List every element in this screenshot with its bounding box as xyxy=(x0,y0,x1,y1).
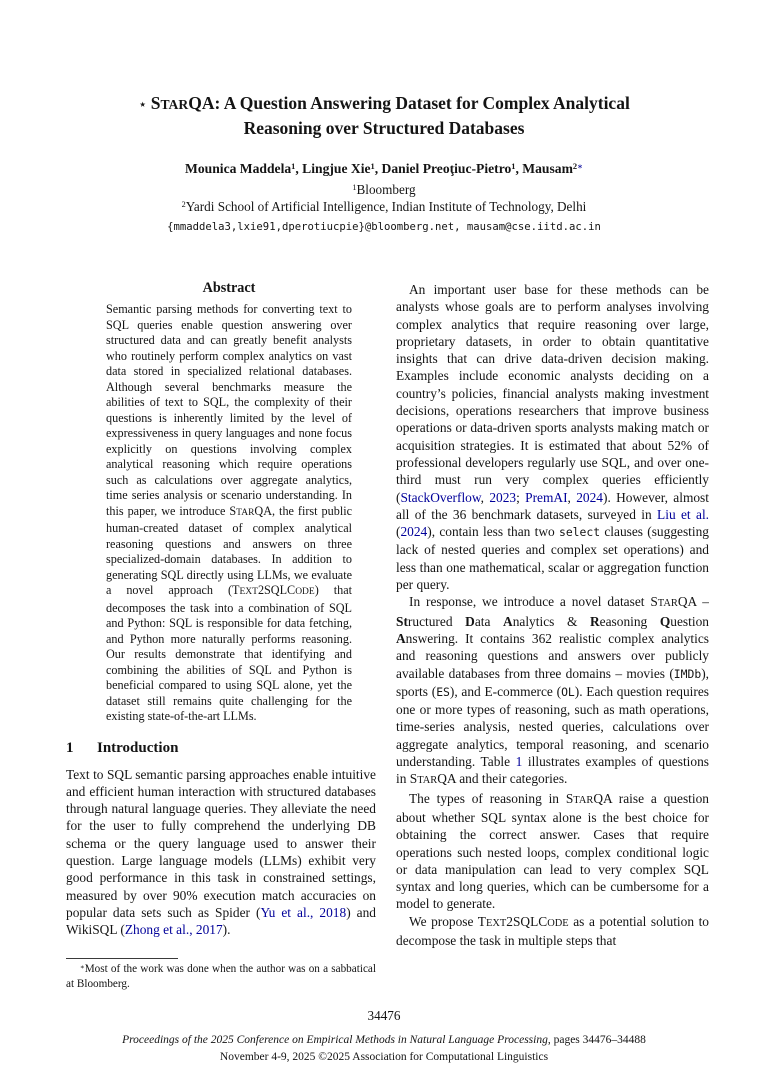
citation-link[interactable]: Yu et al., 2018 xyxy=(260,904,347,920)
text-segment: 1 xyxy=(352,183,357,193)
text-segment: ⋆ xyxy=(138,97,151,113)
text-segment: ata xyxy=(474,613,504,629)
text-segment: ), sports ( xyxy=(396,665,709,699)
text-segment: TAR xyxy=(160,97,189,112)
text-segment: 1 xyxy=(370,161,375,172)
title-line-1 xyxy=(74,92,694,117)
text-segment: illustrates examples of questions in xyxy=(396,754,709,787)
text-segment: ODE xyxy=(295,587,315,597)
text-segment: uestion xyxy=(670,613,709,629)
left-column xyxy=(66,280,376,956)
text-segment: T xyxy=(232,583,240,597)
text-segment: ) that decomposes the task into a combination of SQL and Python: SQL is responsible for data fetching, and Python more naturally performs reasoning. Our results demonstrate that identifying and combining the abilities of SQL and Python is beneficial compared to using SQL alone, yet the dataset still remains quite challenging for the existing state-of-the-art LLMs. xyxy=(106,583,352,723)
text-segment: S xyxy=(409,771,418,787)
footnote-marker: ∗ xyxy=(80,962,85,971)
abstract-text xyxy=(106,302,352,725)
text-segment: QA – xyxy=(677,594,709,610)
text-segment: Semantic parsing methods for converting text to SQL queries enable question answering over structured data and can greatly benefit analysts who routinely perform complex analytics on vast data stored in specialized relational databases. Although several benchmarks measure the abilities of text to SQL, the complexity of their questions is inherently limited by the level of expressiveness in query languages and none focus explicitly on questions involving complex analytical reasoning which require operations such as calculations over aggregate analytics, time series analysis or scenario understanding. In this paper, we introduce xyxy=(106,302,352,518)
section-number: 1 xyxy=(66,739,74,756)
citation-link[interactable]: 2024 xyxy=(576,489,603,505)
footer-proceedings-line xyxy=(0,1034,768,1046)
citation-link[interactable]: ∗ xyxy=(577,161,583,172)
affiliation-iitd xyxy=(34,199,734,215)
text-segment: We propose xyxy=(409,913,478,929)
text-segment: select xyxy=(558,525,601,540)
text-segment: St xyxy=(396,613,408,629)
authors-line xyxy=(34,161,734,177)
text-segment: ODE xyxy=(547,917,569,929)
text-segment: ; xyxy=(516,489,526,505)
text-segment: QA, the first public human-created dataset of complex analytical reasoning questions and answers on three specialized-domain databases. In addition to generating SQL directly using LLMs, we evaluate a novel approach ( xyxy=(106,503,352,597)
text-segment: EXT xyxy=(239,587,258,597)
text-segment: Q xyxy=(659,613,671,629)
text-segment: EXT xyxy=(485,917,507,929)
text-segment: S xyxy=(565,790,574,806)
text-segment: S xyxy=(150,93,161,113)
text-segment: nswering. It contains 362 realistic complex analytics and reasoning questions and answers over publicly available databases from three domains – movies ( xyxy=(396,630,709,681)
citation-link[interactable]: 1 xyxy=(515,754,523,770)
text-segment: A xyxy=(503,613,513,629)
footnote-body: Most of the work was done when the author was on a sabbatical at Bloomberg. xyxy=(66,963,376,990)
text-segment: QA and their categories. xyxy=(437,771,568,787)
text-segment: Text to SQL semantic parsing approaches enable intuitive and efficient human interaction with structured databases through natural language queries. They alleviate the need for the user to fully comprehend the underlying DB schema or the query language used to answer their question. Large language models (LLMs) exhibit very good performance in this task in constrained settings, measured by over 90% execution match accuracies on popular data sets such as Spider ( xyxy=(66,766,376,920)
text-segment: 2SQLC xyxy=(257,583,296,597)
text-segment: 2 xyxy=(572,161,578,172)
text-segment: ( xyxy=(396,524,401,540)
right-paragraph-4 xyxy=(396,913,709,950)
text-segment: clauses (suggesting lack of nested queries and complex set operations) and less than one mathematical, scalar or aggregation function per query. xyxy=(396,524,709,593)
page-number: 34476 xyxy=(367,1008,401,1023)
text-segment: Proceedings of the 2025 Conference on Empirical Methods in Natural Language Processing xyxy=(122,1034,548,1046)
text-segment: QA: A Question Answering Dataset for Complex Analytical xyxy=(188,93,630,113)
text-segment: Mounica Maddela xyxy=(185,161,292,176)
right-paragraph-1 xyxy=(396,281,709,593)
text-segment: ructured xyxy=(407,613,466,629)
text-segment: OL xyxy=(561,684,575,699)
citation-link[interactable]: 2024 xyxy=(400,524,428,540)
text-segment: , pages 34476–34488 xyxy=(547,1034,646,1046)
text-segment: TAR xyxy=(236,507,255,518)
text-segment: QA raise a question about whether SQL syntax alone is the best choice for obtaining the correct answer. Cases that require operations such nested loops, complex conditional logic or data manipulation can lead to very complex SQL syntax and long queries, which can be cumbersome for a model to generate. xyxy=(396,790,709,912)
title-line-2 xyxy=(74,117,694,140)
text-segment: An important user base for these methods can be analysts whose goals are to perform analyses involving complex analytics that require reasoning over large, proprietary datasets, in order to obtain quantitative insights that can drive data-driven decision making. Examples include economic analysts deciding on a country’s policies, financial analysts making investment decisions, operations researchers that improve business operations or data-driven sports analysts making match or acquisition strategies. It is estimated that about 52% of professional developers regularly use SQL, and over one-third must run very complex queries efficiently ( xyxy=(396,282,709,505)
text-segment: The types of reasoning in xyxy=(409,790,566,806)
text-segment: , Lingjue Xie xyxy=(295,161,371,176)
text-segment: ). However, almost all of the 36 benchmark datasets, surveyed in xyxy=(396,489,709,522)
citation-link[interactable]: Zhong et al., 2017 xyxy=(124,922,223,938)
text-segment: Bloomberg xyxy=(356,182,416,197)
text-segment: TAR xyxy=(657,598,678,610)
author-emails: {mmaddela3,lxie91,dperotiucpie}@bloomberg.net, mausam@cse.iitd.ac.in xyxy=(167,221,601,233)
affiliation-bloomberg xyxy=(34,182,734,198)
text-segment: D xyxy=(465,613,475,629)
footer-copyright-line: November 4-9, 2025 ©2025 Association for Computational Linguistics xyxy=(219,1051,549,1063)
text-segment: , xyxy=(567,489,577,505)
text-segment: , Mausam xyxy=(515,161,573,176)
right-paragraph-3 xyxy=(396,790,709,913)
footnote xyxy=(66,958,376,992)
text-segment: ), contain less than two xyxy=(427,524,559,540)
footnote-text xyxy=(66,963,376,992)
text-segment: Yardi School of Artificial Intelligence, Indian Institute of Technology, Delhi xyxy=(185,199,587,214)
text-segment: 1 xyxy=(291,161,296,172)
text-segment: A xyxy=(396,630,406,646)
abstract-heading: Abstract xyxy=(202,280,256,296)
intro-paragraph-1 xyxy=(66,766,376,939)
text-segment: as a potential solution to decompose the task in multiple steps that xyxy=(396,913,709,948)
text-segment: ES xyxy=(436,684,450,699)
text-segment: ). xyxy=(222,922,231,938)
text-segment: 2 xyxy=(181,200,186,210)
text-segment: ), and E-commerce ( xyxy=(449,683,562,699)
citation-link[interactable]: PremAI xyxy=(525,489,568,505)
text-segment: ). Each question requires one or more types of reasoning, such as math operations, time-series analysis, nested queries, calculations over aggregate analytics, temporal reasoning, and scenario understanding. Table xyxy=(396,683,709,770)
text-segment: TAR xyxy=(417,775,438,787)
citation-link[interactable]: StackOverflow xyxy=(400,489,481,505)
text-segment: easoning xyxy=(599,613,660,629)
text-segment: R xyxy=(589,613,600,629)
text-segment: 1 xyxy=(511,161,516,172)
text-segment: S xyxy=(229,503,237,518)
paper-title xyxy=(74,92,694,140)
text-segment: Reasoning over Structured Databases xyxy=(243,118,525,138)
text-segment: , xyxy=(480,489,490,505)
right-column xyxy=(396,281,709,1015)
citation-link[interactable]: Liu et al. xyxy=(657,506,709,522)
footnote-rule xyxy=(66,958,178,959)
text-segment: T xyxy=(477,913,486,929)
text-segment: S xyxy=(650,594,658,610)
text-segment: IMDb xyxy=(673,666,702,681)
text-segment: 2SQLC xyxy=(506,913,548,929)
text-segment: TAR xyxy=(573,794,594,806)
section-heading-introduction xyxy=(66,740,376,757)
text-segment: ) and WikiSQL ( xyxy=(66,904,376,938)
text-segment: , Daniel Preoţiuc-Pietro xyxy=(374,161,512,176)
text-segment: nalytics & xyxy=(512,613,590,629)
citation-link[interactable]: 2023 xyxy=(489,489,517,505)
section-title: Introduction xyxy=(97,739,179,756)
right-paragraph-2 xyxy=(396,593,709,789)
text-segment: In response, we introduce a novel dataset xyxy=(409,594,651,610)
